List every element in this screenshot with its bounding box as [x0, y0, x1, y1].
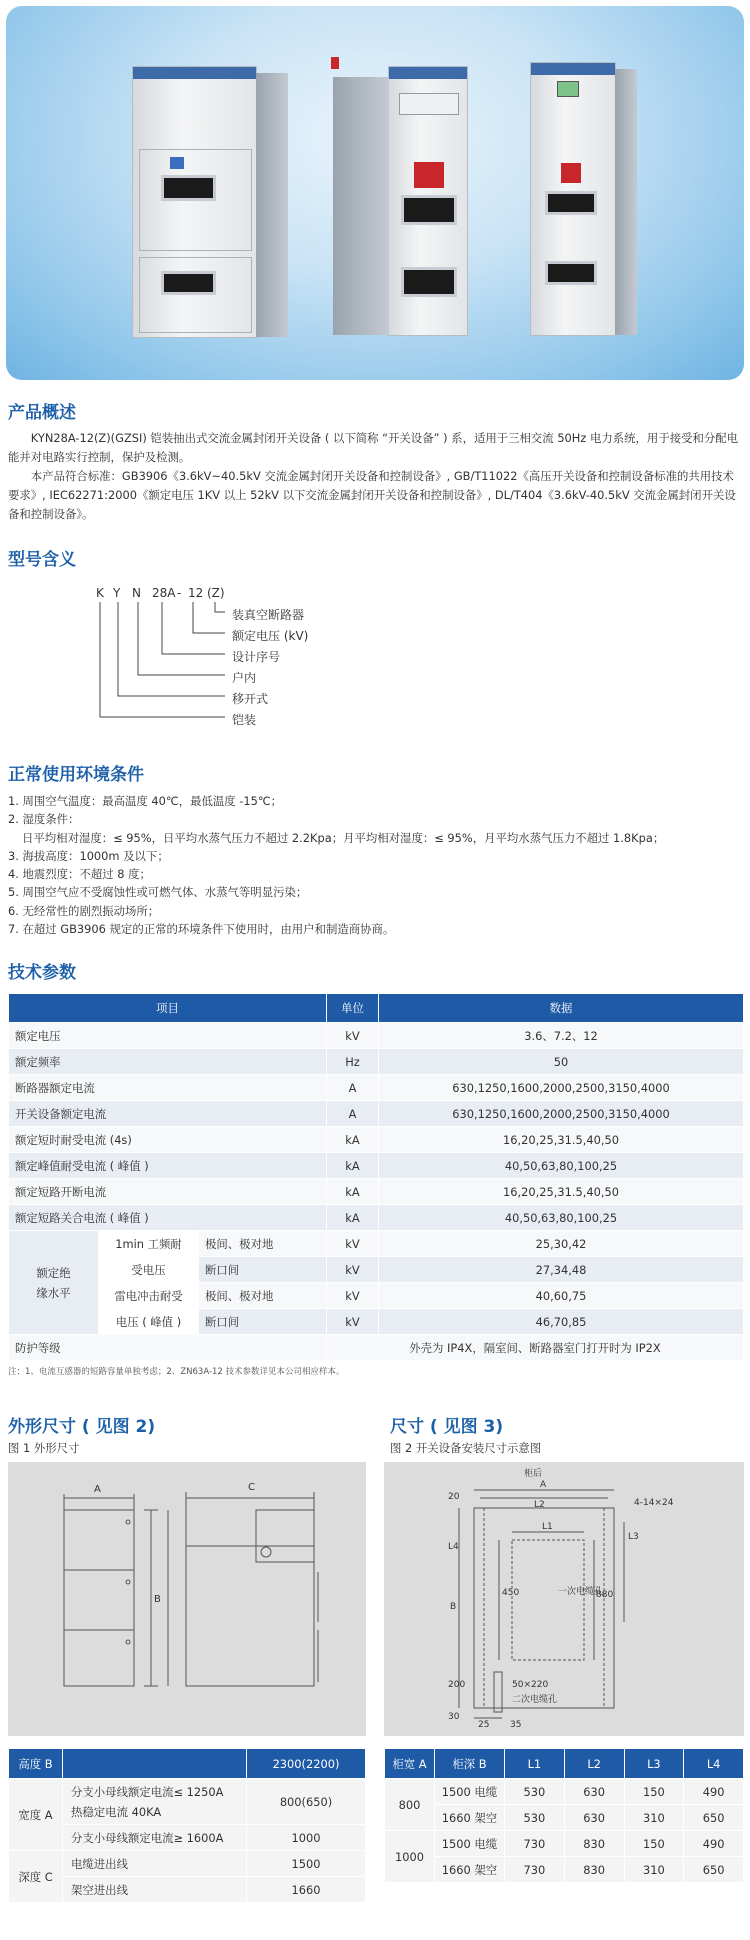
cell: 防护等级 [9, 1335, 327, 1361]
install-label-hole: 4-14×24 [634, 1498, 674, 1508]
cell: A [327, 1101, 379, 1127]
table-row [9, 1023, 744, 1049]
cell: 650 [684, 1857, 744, 1883]
cell: 1660 架空 [435, 1805, 505, 1831]
env-item: 2. 湿度条件： [8, 812, 80, 827]
cell: 架空进出线 [63, 1877, 247, 1903]
cabinet-right-image [530, 62, 616, 336]
cell: 深度 C [9, 1851, 63, 1903]
table-row [9, 1205, 744, 1231]
dim2-head: L1 [505, 1749, 565, 1779]
cell: 800(650) [247, 1779, 366, 1825]
cell: 490 [684, 1779, 744, 1805]
dim2-head: L4 [684, 1749, 744, 1779]
table-row [385, 1805, 744, 1831]
cell: 150 [624, 1831, 684, 1857]
install-label-200: 200 [448, 1680, 466, 1690]
cell: 830 [564, 1831, 624, 1857]
cell: 1500 电缆 [435, 1831, 505, 1857]
install-label-l2: L2 [534, 1500, 545, 1510]
cabinet-center-image [388, 66, 468, 336]
install-label-a: A [540, 1480, 547, 1490]
cell: 40,60,75 [379, 1283, 744, 1309]
cell: 150 [624, 1779, 684, 1805]
dim2-head: 柜深 B [435, 1749, 505, 1779]
model-code-28a: 28A [152, 586, 176, 600]
figure-2-caption: 图 2 开关设备安装尺寸示意图 [390, 1441, 542, 1455]
cell: 50 [379, 1049, 744, 1075]
dim-head-blank [63, 1749, 247, 1779]
model-code-diagram [90, 586, 350, 736]
cell: A [327, 1075, 379, 1101]
cell: 受电压 [99, 1257, 199, 1283]
cell: 外壳为 IP4X，隔室间、断路器室门打开时为 IP2X [327, 1335, 744, 1361]
outline-drawing [8, 1462, 366, 1736]
table-row [9, 1179, 744, 1205]
cell: 25,30,42 [379, 1231, 744, 1257]
cell: 16,20,25,31.5,40,50 [379, 1127, 744, 1153]
cell: 额定峰值耐受电流 ( 峰值 ) [9, 1153, 327, 1179]
install-label-20: 20 [448, 1492, 460, 1502]
tech-head-unit: 单位 [327, 994, 379, 1023]
section-title-overview: 产品概述 [8, 403, 76, 423]
cell: 雷电冲击耐受 [99, 1283, 199, 1309]
cell: 650 [684, 1805, 744, 1831]
cell: 730 [505, 1857, 565, 1883]
outline-label-c: C [248, 1482, 255, 1493]
product-photo [6, 6, 744, 380]
install-label-30: 30 [448, 1712, 460, 1722]
table-row [9, 1825, 366, 1851]
cell: 1000 [385, 1831, 435, 1883]
model-code-12: 12 [188, 586, 204, 600]
insulation-label-1: 额定绝 [36, 1265, 71, 1280]
section-title-model: 型号含义 [8, 550, 76, 570]
cell: 1min 工频耐 [99, 1231, 199, 1257]
dim2-head: L3 [624, 1749, 684, 1779]
table-row [9, 1779, 366, 1825]
cell: 极间、极对地 [199, 1231, 327, 1257]
model-meaning-2: 额定电压 (kV) [232, 629, 309, 643]
table-row [9, 1257, 744, 1283]
section-title-environment: 正常使用环境条件 [8, 765, 144, 785]
env-item: 3. 海拔高度：1000m 及以下； [8, 848, 169, 863]
cell: 3.6、7.2、12 [379, 1023, 744, 1049]
table-note: 注：1、电流互感器的短路容量单独考虑；2、ZN63A-12 技术参数详见本公司相应样本。 [8, 1367, 345, 1377]
tech-params-table [8, 993, 744, 1361]
cell: 额定短路关合电流 ( 峰值 ) [9, 1205, 327, 1231]
install-label-450: 450 [502, 1588, 520, 1598]
table-row [385, 1831, 744, 1857]
tech-head-item: 项目 [9, 994, 327, 1023]
cell: 490 [684, 1831, 744, 1857]
dim-head-height: 高度 B [9, 1749, 63, 1779]
section-title-size: 尺寸 ( 见图 3) [390, 1417, 504, 1437]
cell-line: 分支小母线额定电流≤ 1250A [71, 1784, 224, 1799]
table-row [9, 1127, 744, 1153]
cell: kA [327, 1205, 379, 1231]
cell: 630,1250,1600,2000,2500,3150,4000 [379, 1101, 744, 1127]
table-row [9, 1335, 744, 1361]
cabinet-left-image [132, 66, 257, 338]
table-row [9, 1101, 744, 1127]
model-code-lines [90, 586, 230, 736]
table-row [385, 1779, 744, 1805]
outline-dim-table [8, 1748, 366, 1903]
model-meaning-4: 户内 [232, 671, 257, 685]
tech-head-data: 数据 [379, 994, 744, 1023]
cell: 额定电压 [9, 1023, 327, 1049]
cell: 额定频率 [9, 1049, 327, 1075]
install-drawing-svg [384, 1462, 744, 1736]
cell: 40,50,63,80,100,25 [379, 1205, 744, 1231]
cell: 530 [505, 1779, 565, 1805]
install-label-25: 25 [478, 1720, 490, 1730]
table-row [9, 1075, 744, 1101]
cell: 27,34,48 [379, 1257, 744, 1283]
model-code-z: (Z) [207, 586, 225, 600]
figure-1-caption: 图 1 外形尺寸 [8, 1441, 80, 1455]
outline-drawing-svg [8, 1462, 366, 1736]
cell: 极间、极对地 [199, 1283, 327, 1309]
env-item: 5. 周围空气应不受腐蚀性或可燃气体、水蒸气等明显污染； [8, 885, 308, 900]
cell: kV [327, 1257, 379, 1283]
cell: 310 [624, 1857, 684, 1883]
dim2-head: L2 [564, 1749, 624, 1779]
env-item: 1. 周围空气温度：最高温度 40℃，最低温度 -15℃； [8, 794, 283, 808]
cell: kA [327, 1179, 379, 1205]
overview-text [8, 429, 744, 524]
table-row [385, 1857, 744, 1883]
cell: 630 [564, 1779, 624, 1805]
cell: kV [327, 1309, 379, 1335]
env-item: 4. 地震烈度：不超过 8 度； [8, 867, 151, 882]
outline-label-b: B [154, 1594, 161, 1605]
cell: kV [327, 1283, 379, 1309]
cell: 1500 [247, 1851, 366, 1877]
cell: 1000 [247, 1825, 366, 1851]
dim2-head: 柜宽 A [385, 1749, 435, 1779]
cell: 断路器额定电流 [9, 1075, 327, 1101]
install-drawing [384, 1462, 744, 1736]
cell: 额定短路开断电流 [9, 1179, 327, 1205]
env-item: 7. 在超过 GB3906 规定的正常的环境条件下使用时，由用户和制造商协商。 [8, 922, 395, 937]
cell: kA [327, 1127, 379, 1153]
table-row [9, 1049, 744, 1075]
table-row [9, 1877, 366, 1903]
cell: 630 [564, 1805, 624, 1831]
model-code-dash: - [177, 586, 182, 600]
cell: 46,70,85 [379, 1309, 744, 1335]
install-label-l4: L4 [448, 1542, 459, 1552]
install-label-l3: L3 [628, 1532, 639, 1542]
install-label-b: B [450, 1602, 457, 1612]
cell: 310 [624, 1805, 684, 1831]
cell: 630,1250,1600,2000,2500,3150,4000 [379, 1075, 744, 1101]
cell: 16,20,25,31.5,40,50 [379, 1179, 744, 1205]
insulation-label [9, 1231, 99, 1335]
table-row [9, 1153, 744, 1179]
dim-head-height-value: 2300(2200) [247, 1749, 366, 1779]
cell: 分支小母线额定电流≥ 1600A [63, 1825, 247, 1851]
cell: 730 [505, 1831, 565, 1857]
section-title-outline: 外形尺寸 ( 见图 2) [8, 1417, 156, 1437]
section-title-tech: 技术参数 [8, 963, 76, 983]
cell [63, 1779, 247, 1825]
install-label-cable1: 一次电缆孔 [558, 1587, 604, 1597]
install-dim-table [384, 1748, 744, 1883]
model-code-y: Y [113, 586, 121, 600]
install-label-slot: 50×220 [512, 1680, 549, 1690]
env-item: 6. 无经常性的剧烈振动场所； [8, 903, 160, 918]
cell: 额定短时耐受电流 (4s) [9, 1127, 327, 1153]
outline-label-a: A [94, 1484, 101, 1495]
model-meaning-1: 装真空断路器 [232, 608, 305, 622]
cell: 断口间 [199, 1257, 327, 1283]
install-label-880: 880 [596, 1590, 614, 1600]
cell: 1500 电缆 [435, 1779, 505, 1805]
table-row [9, 1309, 744, 1335]
cell: Hz [327, 1049, 379, 1075]
overview-paragraph-1: KYN28A-12(Z)(GZSI) 铠装抽出式交流金属封闭开关设备 ( 以下简称 “开关设备” ) 系，适用于三相交流 50Hz 电力系统，用于接受和分配电能并对电路实行控制，保护及检测。 [8, 431, 739, 464]
table-row [9, 1851, 366, 1877]
cell: kA [327, 1153, 379, 1179]
cell: kV [327, 1023, 379, 1049]
cell: 断口间 [199, 1309, 327, 1335]
cell: 1660 [247, 1877, 366, 1903]
table-row [9, 1231, 744, 1257]
cell: 电缆进出线 [63, 1851, 247, 1877]
cell: 电压 ( 峰值 ) [99, 1309, 199, 1335]
cell: 开关设备额定电流 [9, 1101, 327, 1127]
model-code-n: N [132, 586, 141, 600]
env-item: 日平均相对湿度：≤ 95%，日平均水蒸气压力不超过 2.2Kpa；月平均相对湿度：≤ 95%，月平均水蒸气压力不超过 1.8Kpa； [22, 830, 665, 845]
install-label-l1: L1 [542, 1522, 553, 1532]
insulation-label-2: 缘水平 [36, 1285, 71, 1300]
table-row [9, 1283, 744, 1309]
cell: 830 [564, 1857, 624, 1883]
cell: 530 [505, 1805, 565, 1831]
cell: 40,50,63,80,100,25 [379, 1153, 744, 1179]
model-meaning-3: 设计序号 [232, 650, 281, 664]
cell: 800 [385, 1779, 435, 1831]
cell: 1660 架空 [435, 1857, 505, 1883]
model-meaning-5: 移开式 [232, 692, 269, 706]
cell: 宽度 A [9, 1779, 63, 1851]
cell-line: 热稳定电流 40KA [71, 1804, 162, 1819]
overview-paragraph-2: 本产品符合标准：GB3906《3.6kV~40.5kV 交流金属封闭开关设备和控制设备》, GB/T11022《高压开关设备和控制设备标准的共用技术要求》, IEC62271:2000《额定电压 1KV 以上 52kV 以下交流金属封闭开关设备和控制设备》, DL/T404《3.6kV-40.5kV 交流金属封闭开关设备和控制设备》。 [8, 469, 736, 521]
install-label-back: 柜后 [524, 1469, 543, 1479]
model-meaning-6: 铠装 [232, 713, 257, 727]
install-label-cable2: 二次电缆孔 [512, 1695, 558, 1705]
model-code-k: K [96, 586, 104, 600]
cell: kV [327, 1231, 379, 1257]
install-label-35: 35 [510, 1720, 522, 1730]
environment-list [8, 792, 744, 938]
